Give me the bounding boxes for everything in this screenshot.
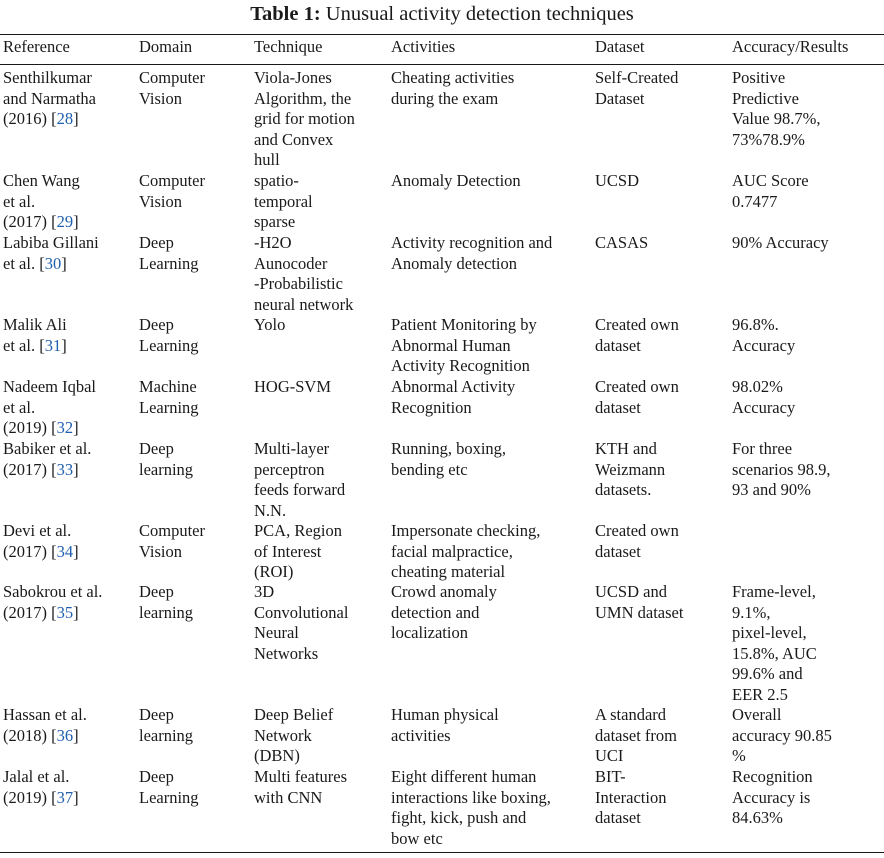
technique-cell: PCA, Region of Interest (ROI) — [254, 521, 343, 582]
reference-cell: Malik Ali et al. [31] — [3, 315, 67, 355]
reference-cell: Jalal et al. (2019) [37] — [3, 767, 79, 807]
citation-link[interactable]: 35 — [56, 602, 74, 622]
citation-link[interactable]: 34 — [56, 541, 74, 561]
column-header-activities: Activities — [391, 37, 456, 56]
domain-cell: Deep Learning — [139, 315, 199, 355]
domain-cell: Deep learning — [139, 705, 194, 745]
dataset-cell: CASAS — [595, 233, 649, 252]
table-header-row — [0, 37, 884, 63]
dataset-cell: Self-Created Dataset — [595, 68, 679, 108]
citation-link[interactable]: 32 — [56, 418, 74, 438]
domain-cell: Computer Vision — [139, 521, 205, 561]
domain-cell: Computer Vision — [139, 68, 205, 108]
citation-link[interactable]: 29 — [56, 212, 74, 232]
technique-cell: spatio- temporal sparse — [254, 171, 313, 232]
activities-cell: Abnormal Activity Recognition — [391, 377, 516, 417]
reference-cell: Babiker et al. (2017) [33] — [3, 439, 92, 479]
domain-cell: Deep Learning — [139, 767, 199, 807]
dataset-cell: Created own dataset — [595, 521, 679, 561]
technique-cell: Viola-Jones Algorithm, the grid for motion and Convex hull — [254, 68, 355, 170]
activities-cell: Patient Monitoring by Abnormal Human Activity Recognition — [391, 315, 537, 376]
column-header-domain: Domain — [139, 37, 193, 56]
dataset-cell: KTH and Weizmann datasets. — [595, 439, 666, 500]
activities-cell: Anomaly Detection — [391, 171, 521, 190]
activities-cell: Running, boxing, bending etc — [391, 439, 507, 479]
accuracy-cell: 96.8%. Accuracy — [732, 315, 796, 355]
accuracy-cell: Recognition Accuracy is 84.63% — [732, 767, 813, 828]
dataset-cell: UCSD — [595, 171, 640, 190]
domain-cell: Deep Learning — [139, 233, 199, 273]
technique-cell: Multi features with CNN — [254, 767, 348, 807]
activities-cell: Activity recognition and Anomaly detection — [391, 233, 553, 273]
activities-cell: Cheating activities during the exam — [391, 68, 515, 108]
domain-cell: Computer Vision — [139, 171, 205, 211]
activities-cell: Human physical activities — [391, 705, 499, 745]
reference-cell: Devi et al. (2017) [34] — [3, 521, 79, 561]
column-header-technique: Technique — [254, 37, 323, 56]
technique-cell: 3D Convolutional Neural Networks — [254, 582, 349, 663]
dataset-cell: Created own dataset — [595, 377, 679, 417]
citation-link[interactable]: 36 — [56, 725, 74, 745]
technique-cell: Yolo — [254, 315, 286, 334]
accuracy-cell: For three scenarios 98.9, 93 and 90% — [732, 439, 831, 500]
technique-cell: HOG-SVM — [254, 377, 332, 396]
table-title: Unusual activity detection techniques — [325, 3, 634, 25]
column-header-reference: Reference — [3, 37, 70, 56]
citation-link[interactable]: 33 — [56, 459, 74, 479]
domain-cell: Machine Learning — [139, 377, 199, 417]
technique-cell: -H2O Aunocoder -Probabilistic neural network — [254, 233, 354, 314]
technique-cell: Deep Belief Network (DBN) — [254, 705, 334, 766]
accuracy-cell: 90% Accuracy — [732, 233, 829, 252]
dataset-cell: A standard dataset from UCI — [595, 705, 678, 766]
bottom-rule — [0, 852, 884, 853]
reference-cell: Hassan et al. (2018) [36] — [3, 705, 87, 745]
top-rule — [0, 34, 884, 35]
accuracy-cell: Positive Predictive Value 98.7%, 73%78.9% — [732, 68, 821, 149]
activities-cell: Eight different human interactions like boxing, fight, kick, push and bow etc — [391, 767, 551, 848]
accuracy-cell: Overall accuracy 90.85 % — [732, 705, 832, 766]
domain-cell: Deep learning — [139, 582, 194, 622]
column-header-dataset: Dataset — [595, 37, 645, 56]
table-caption — [0, 2, 884, 26]
accuracy-cell: Frame-level, 9.1%, pixel-level, 15.8%, AUC 99.6% and EER 2.5 — [732, 582, 817, 704]
activities-cell: Crowd anomaly detection and localization — [391, 582, 497, 643]
column-header-accuracy: Accuracy/Results — [732, 37, 849, 56]
activities-cell: Impersonate checking, facial malpractice, cheating material — [391, 521, 541, 582]
accuracy-cell: AUC Score 0.7477 — [732, 171, 809, 211]
reference-cell: Nadeem Iqbal et al. (2019) [32] — [3, 377, 96, 438]
header-rule — [0, 64, 884, 65]
domain-cell: Deep learning — [139, 439, 194, 479]
reference-cell: Labiba Gillani et al. [30] — [3, 233, 99, 273]
table-label: Table 1: — [250, 3, 321, 25]
dataset-cell: UCSD and UMN dataset — [595, 582, 684, 622]
reference-cell: Sabokrou et al. (2017) [35] — [3, 582, 103, 622]
technique-cell: Multi-layer perceptron feeds forward N.N. — [254, 439, 346, 520]
citation-link[interactable]: 30 — [44, 253, 62, 273]
accuracy-cell: 98.02% Accuracy — [732, 377, 796, 417]
citation-link[interactable]: 28 — [56, 109, 74, 129]
reference-cell: Senthilkumar and Narmatha (2016) [28] — [3, 68, 96, 129]
dataset-cell: Created own dataset — [595, 315, 679, 355]
reference-cell: Chen Wang et al. (2017) [29] — [3, 171, 80, 232]
citation-link[interactable]: 31 — [44, 335, 62, 355]
citation-link[interactable]: 37 — [56, 787, 74, 807]
dataset-cell: BIT- Interaction dataset — [595, 767, 667, 828]
